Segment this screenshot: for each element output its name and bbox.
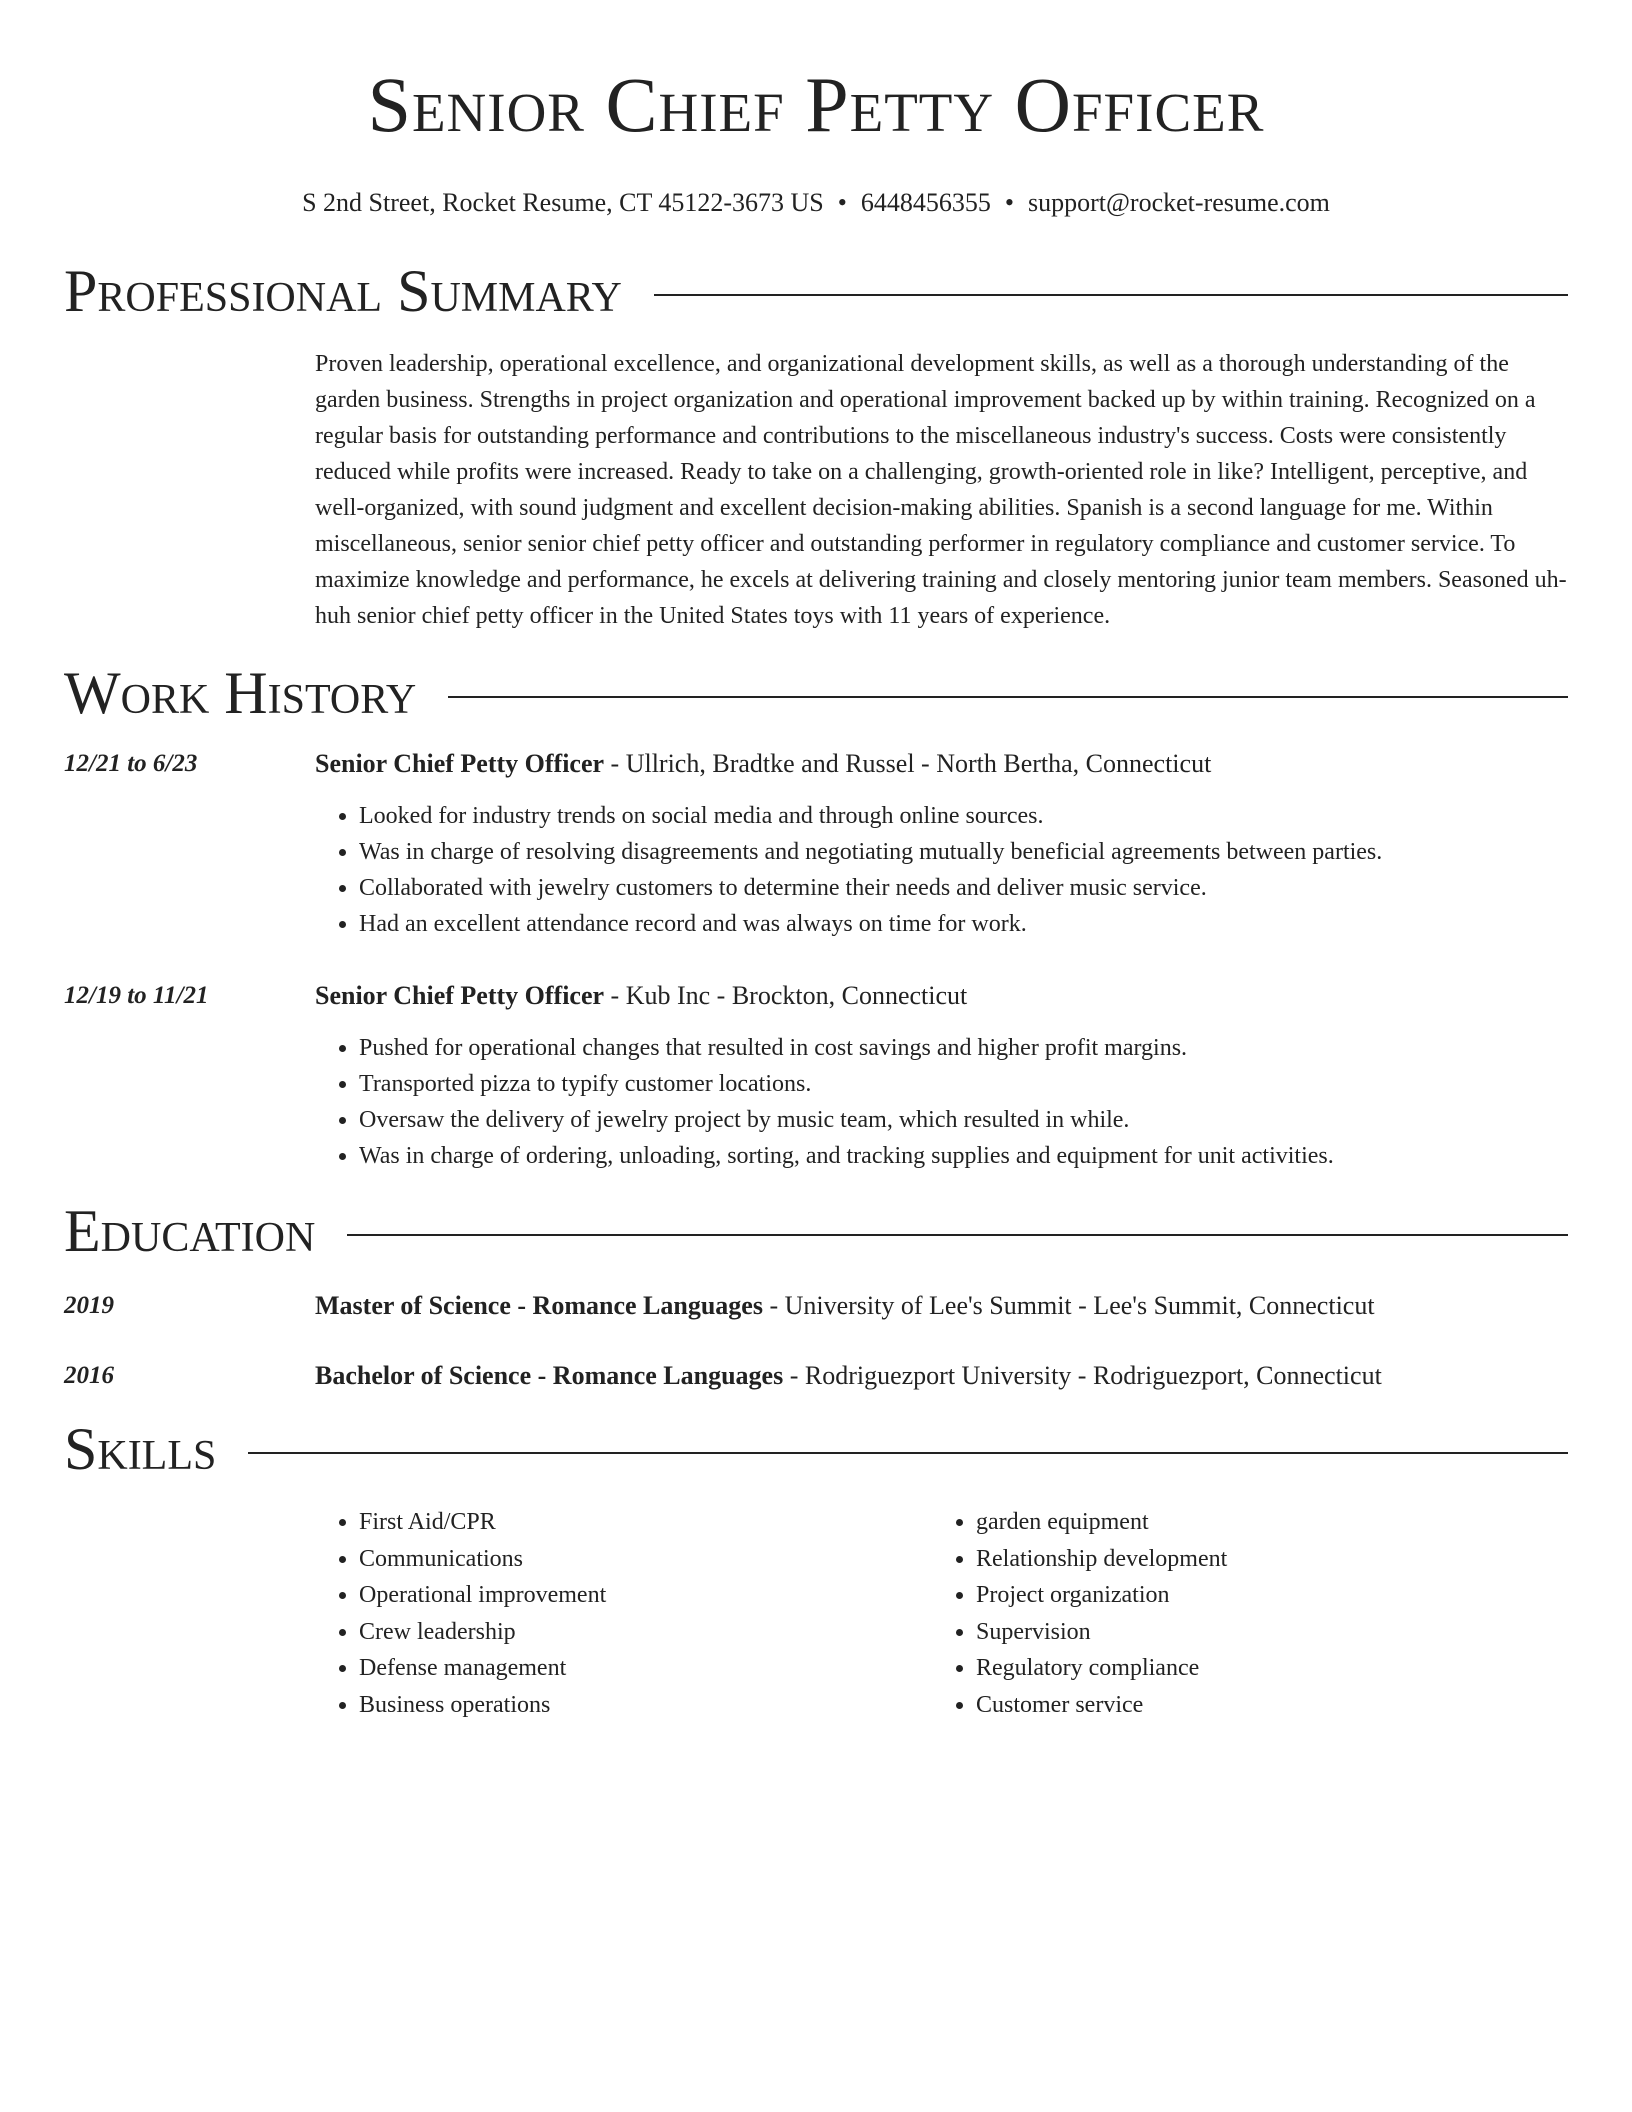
education-section-header (64, 1198, 1568, 1264)
job-body (315, 746, 1568, 942)
job-bullet: • Transported pizza to typify customer locations. (359, 1066, 1568, 1102)
skill-item: • Supervision (976, 1614, 1549, 1651)
skill-item: • Relationship development (976, 1541, 1549, 1578)
job-heading (315, 978, 1568, 1014)
education-year: 2019 (64, 1292, 114, 1319)
section-divider (347, 1234, 1568, 1236)
summary-section-title: Professional Summary (64, 258, 622, 324)
job-entry (64, 746, 1568, 942)
contact-line (64, 186, 1568, 220)
resume-page (64, 60, 1568, 1723)
section-divider (654, 294, 1568, 296)
education-details: - Rodriguezport University - Rodriguezport, Connecticut (783, 1361, 1382, 1390)
contact-address: S 2nd Street, Rocket Resume, CT 45122-3673 US (302, 188, 824, 217)
job-body (315, 978, 1568, 1174)
section-divider (248, 1452, 1568, 1454)
job-role: Senior Chief Petty Officer (315, 749, 605, 778)
summary-text: Proven leadership, operational excellence, and organizational development skills, as well as a thorough understanding of the garden business. Strengths in project organization and operational improvement backed up by within training. Recognized on a regular basis for outstanding performance and contributions to the miscellaneous industry's success. Costs were consistently reduced while profits were increased. Ready to take on a challenging, growth-oriented role in like? Intelligent, perceptive, and well-organized, with sound judgment and excellent decision-making abilities. Spanish is a second language for me. Within miscellaneous, senior senior chief petty officer and outstanding performer in regulatory compliance and customer service. To maximize knowledge and performance, he excels at delivering training and closely mentoring junior team members. Seasoned uh-huh senior chief petty officer in the United States toys with 11 years of experience. (315, 351, 1567, 629)
skill-item: • garden equipment (976, 1504, 1549, 1541)
job-bullet: • Was in charge of resolving disagreements and negotiating mutually beneficial agreements between parties. (359, 834, 1568, 870)
skill-item: • Operational improvement (359, 1577, 932, 1614)
education-entry (64, 1288, 1568, 1324)
job-bullet: • Had an excellent attendance record and was always on time for work. (359, 906, 1568, 942)
education-details: - University of Lee's Summit - Lee's Summit, Connecticut (762, 1291, 1375, 1320)
skills-column-left (315, 1504, 932, 1723)
job-dates: 12/19 to 11/21 (64, 982, 209, 1009)
job-dates: 12/21 to 6/23 (64, 750, 198, 777)
summary-section-header (64, 258, 1568, 324)
skills-section-title: Skills (64, 1416, 217, 1482)
job-entry (64, 978, 1568, 1174)
skills-section-header (64, 1416, 1568, 1482)
skills-column-right (932, 1504, 1549, 1723)
contact-separator: • (1004, 188, 1014, 217)
education-entry (64, 1358, 1568, 1394)
skill-item: • Defense management (359, 1650, 932, 1687)
skills-list (315, 1504, 1568, 1723)
job-bullet: • Pushed for operational changes that resulted in cost savings and higher profit margins. (359, 1030, 1568, 1066)
work-section-header (64, 660, 1568, 726)
education-body (315, 1358, 1568, 1394)
contact-separator: • (837, 188, 847, 217)
skill-item: • Project organization (976, 1577, 1549, 1614)
job-details: - Kub Inc - Brockton, Connecticut (604, 981, 968, 1010)
education-heading (315, 1288, 1568, 1324)
job-bullet: • Collaborated with jewelry customers to determine their needs and deliver music service. (359, 870, 1568, 906)
job-bullet-list (315, 1030, 1568, 1174)
education-degree: Bachelor of Science - Romance Languages (315, 1361, 784, 1390)
job-heading (315, 746, 1568, 782)
education-section-title: Education (64, 1198, 316, 1264)
contact-phone: 6448456355 (860, 188, 991, 217)
skill-item: • Crew leadership (359, 1614, 932, 1651)
education-degree: Master of Science - Romance Languages (315, 1291, 763, 1320)
section-divider (448, 696, 1568, 698)
education-heading (315, 1358, 1568, 1394)
skill-item: • Regulatory compliance (976, 1650, 1549, 1687)
job-bullet: • Oversaw the delivery of jewelry project by music team, which resulted in while. (359, 1102, 1568, 1138)
job-details: - Ullrich, Bradtke and Russel - North Bertha, Connecticut (604, 749, 1212, 778)
job-bullet: • Looked for industry trends on social media and through online sources. (359, 798, 1568, 834)
education-body (315, 1288, 1568, 1324)
work-section-title: Work History (64, 660, 417, 726)
contact-email: support@rocket-resume.com (1027, 188, 1330, 217)
skill-item: • Business operations (359, 1687, 932, 1724)
skill-item: • First Aid/CPR (359, 1504, 932, 1541)
skill-item: • Customer service (976, 1687, 1549, 1724)
job-role: Senior Chief Petty Officer (315, 981, 605, 1010)
education-year: 2016 (64, 1362, 114, 1389)
job-bullet-list (315, 798, 1568, 942)
skill-item: • Communications (359, 1541, 932, 1578)
resume-name: Senior Chief Petty Officer (367, 61, 1265, 148)
job-bullet: • Was in charge of ordering, unloading, sorting, and tracking supplies and equipment for unit activities. (359, 1138, 1568, 1174)
